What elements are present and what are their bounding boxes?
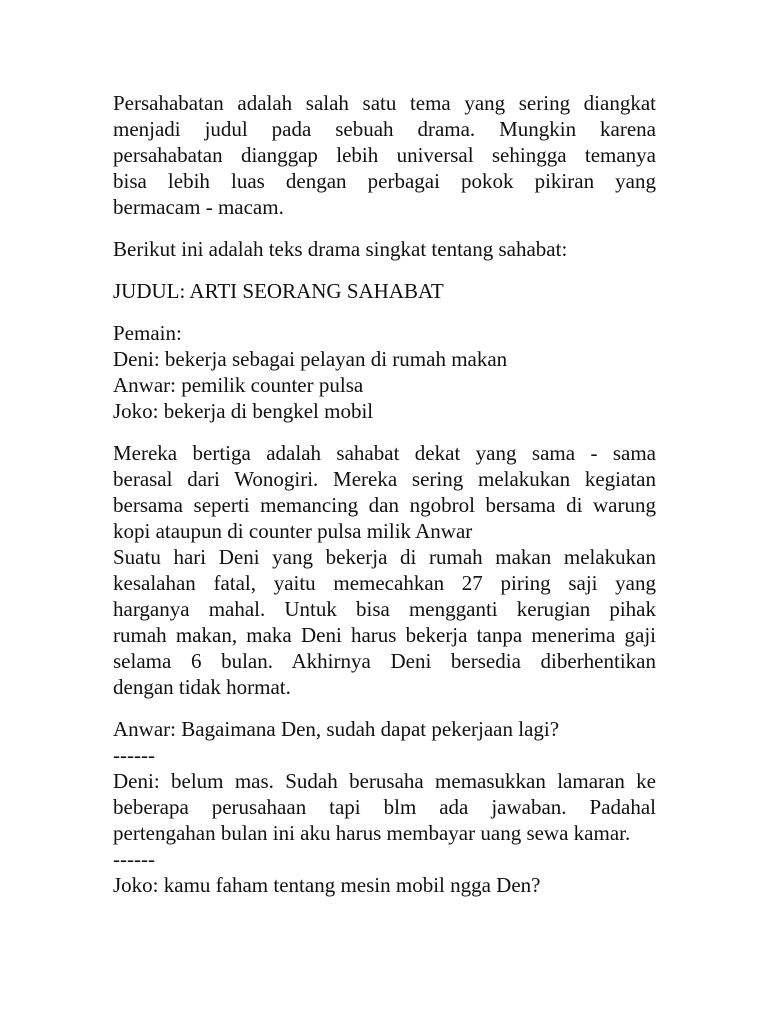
dialogue-deni-line: beberapa perusahaan tapi blm ada jawaban. Padahal [113,795,656,819]
cast-member: Joko: bekerja di bengkel mobil [113,399,374,423]
story-paragraph [113,440,656,700]
story-line: harganya mahal. Untuk bisa mengganti kerugian pihak [113,597,656,621]
story-line: berasal dari Wonogiri. Mereka sering melakukan kegiatan [113,467,656,491]
story-line: bersama seperti memancing dan ngobrol bersama di warung [113,493,656,517]
story-line: Mereka bertiga adalah sahabat dekat yang sama - sama [113,441,656,465]
title-text: JUDUL: ARTI SEORANG SAHABAT [113,279,444,303]
story-line: kesalahan fatal, yaitu memecahkan 27 piring saji yang [113,571,656,595]
intro-line: menjadi judul pada sebuah drama. Mungkin karena [113,117,656,141]
dialogue-separator: ------ [113,743,155,767]
cast-list [113,320,656,424]
intro-paragraph [113,90,656,220]
cast-member: Anwar: pemilik counter pulsa [113,373,364,397]
lead-text: Berikut ini adalah teks drama singkat tentang sahabat: [113,237,568,261]
dialogue-section [113,716,656,898]
intro-line: persahabatan dianggap lebih universal sehingga temanya [113,143,656,167]
drama-title [113,278,656,304]
lead-paragraph [113,236,656,262]
story-line: rumah makan, maka Deni harus bekerja tanpa menerima gaji [113,623,656,647]
intro-line: Persahabatan adalah salah satu tema yang sering diangkat [113,91,656,115]
story-line: selama 6 bulan. Akhirnya Deni bersedia diberhentikan [113,649,656,673]
intro-line: bisa lebih luas dengan perbagai pokok pikiran yang [113,169,656,193]
intro-line: bermacam - macam. [113,195,284,219]
story-line: dengan tidak hormat. [113,675,291,699]
dialogue-separator: ------ [113,847,155,871]
dialogue-anwar: Anwar: Bagaimana Den, sudah dapat pekerjaan lagi? [113,717,560,741]
story-line: kopi ataupun di counter pulsa milik Anwar [113,519,473,543]
cast-member: Deni: bekerja sebagai pelayan di rumah makan [113,347,508,371]
story-line: Suatu hari Deni yang bekerja di rumah makan melakukan [113,545,656,569]
dialogue-deni-line: pertengahan bulan ini aku harus membayar uang sewa kamar. [113,821,631,845]
dialogue-joko: Joko: kamu faham tentang mesin mobil ngga Den? [113,873,541,897]
cast-heading: Pemain: [113,321,182,345]
dialogue-deni-line: Deni: belum mas. Sudah berusaha memasukkan lamaran ke [113,769,656,793]
document-body [113,90,656,898]
